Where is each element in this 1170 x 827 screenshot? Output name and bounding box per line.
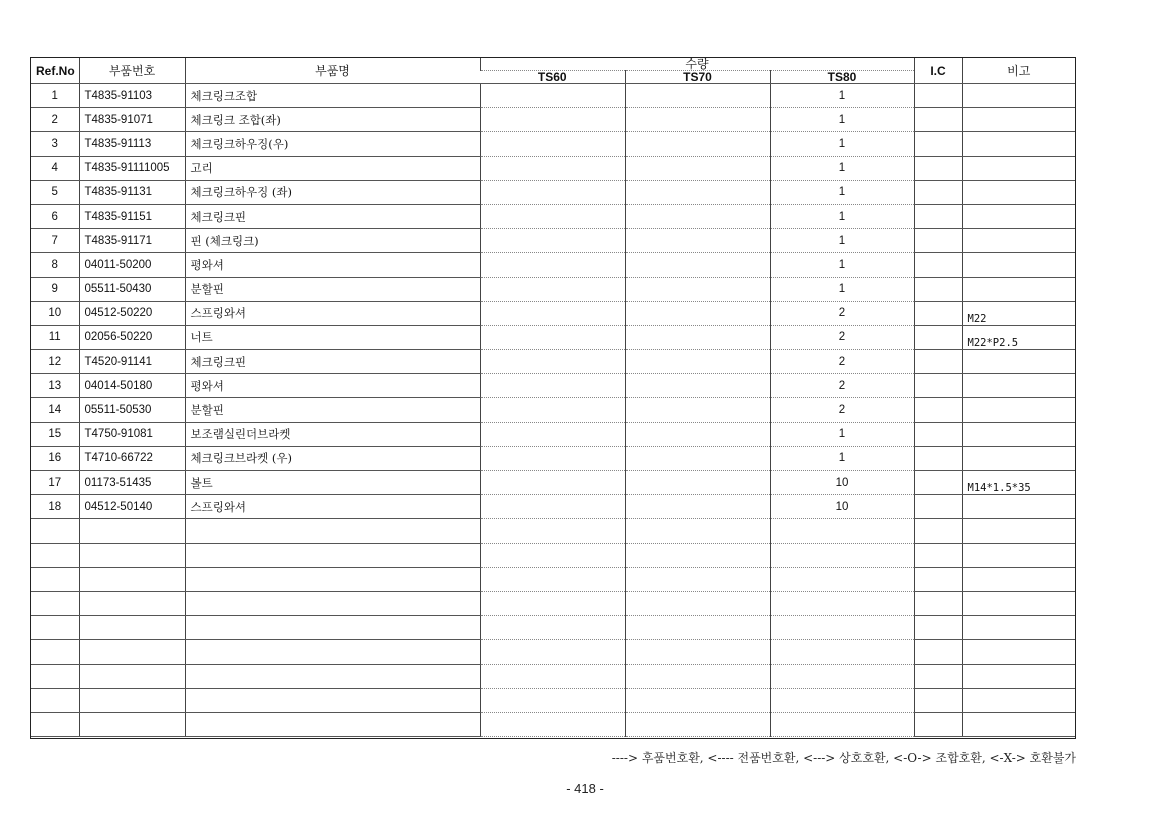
qty-ts80-cell	[770, 712, 914, 736]
qty-ts80-cell: 1	[770, 422, 914, 446]
part-name-cell: 체크링크핀	[185, 204, 480, 228]
qty-ts60-cell	[480, 204, 625, 228]
table-body	[31, 84, 1075, 737]
qty-ts80-cell: 10	[770, 495, 914, 519]
qty-ts80-cell: 1	[770, 180, 914, 204]
qty-ts70-cell	[625, 108, 770, 132]
note-cell	[962, 446, 1075, 470]
part-number-cell	[79, 543, 185, 567]
note-cell	[962, 567, 1075, 591]
qty-ts80-cell: 1	[770, 108, 914, 132]
part-number-cell: T4710-66722	[79, 446, 185, 470]
table-row	[31, 132, 1075, 156]
note-cell: M22*P2.5	[962, 325, 1075, 349]
table-row	[31, 229, 1075, 253]
part-number-cell: T4750-91081	[79, 422, 185, 446]
table-row	[31, 301, 1075, 325]
ic-cell	[914, 325, 962, 349]
qty-ts60-cell	[480, 301, 625, 325]
note-cell	[962, 422, 1075, 446]
qty-ts80-cell: 1	[770, 84, 914, 108]
qty-ts70-cell	[625, 84, 770, 108]
part-name-cell	[185, 616, 480, 640]
qty-ts60-cell	[480, 277, 625, 301]
note-cell	[962, 543, 1075, 567]
ref-cell	[31, 712, 79, 736]
ref-cell	[31, 567, 79, 591]
qty-ts70-cell	[625, 253, 770, 277]
table-row	[31, 471, 1075, 495]
qty-ts70-cell	[625, 446, 770, 470]
qty-ts80-cell: 1	[770, 277, 914, 301]
part-name-cell: 핀 (체크링크)	[185, 229, 480, 253]
qty-ts80-cell: 1	[770, 229, 914, 253]
part-name-cell	[185, 591, 480, 615]
qty-ts70-cell	[625, 616, 770, 640]
table-row	[31, 374, 1075, 398]
note-cell	[962, 108, 1075, 132]
header-ref-no: Ref.No	[31, 58, 79, 84]
ic-cell	[914, 446, 962, 470]
header-part-number: 부품번호	[79, 58, 185, 84]
header-ic: I.C	[914, 58, 962, 84]
table-row	[31, 664, 1075, 688]
table-row	[31, 108, 1075, 132]
part-number-cell	[79, 616, 185, 640]
header-part-name: 부품명	[185, 58, 480, 84]
qty-ts70-cell	[625, 229, 770, 253]
ref-cell: 7	[31, 229, 79, 253]
ref-cell	[31, 591, 79, 615]
qty-ts60-cell	[480, 688, 625, 712]
part-number-cell	[79, 567, 185, 591]
ic-cell	[914, 519, 962, 543]
ic-cell	[914, 398, 962, 422]
ref-cell: 3	[31, 132, 79, 156]
part-name-cell: 체크링크핀	[185, 350, 480, 374]
part-name-cell: 분할핀	[185, 277, 480, 301]
qty-ts60-cell	[480, 374, 625, 398]
ref-cell	[31, 688, 79, 712]
part-number-cell	[79, 640, 185, 664]
part-number-cell: 04512-50220	[79, 301, 185, 325]
ic-cell	[914, 567, 962, 591]
qty-ts80-cell: 2	[770, 301, 914, 325]
part-name-cell: 체크링크하우징 (좌)	[185, 180, 480, 204]
qty-ts60-cell	[480, 446, 625, 470]
ref-cell: 13	[31, 374, 79, 398]
qty-ts70-cell	[625, 664, 770, 688]
part-number-cell	[79, 519, 185, 543]
part-number-cell	[79, 591, 185, 615]
ic-cell	[914, 616, 962, 640]
part-number-cell: T4835-91111005	[79, 156, 185, 180]
ref-cell	[31, 640, 79, 664]
table-row	[31, 712, 1075, 736]
ic-cell	[914, 204, 962, 228]
table-row	[31, 156, 1075, 180]
qty-ts70-cell	[625, 132, 770, 156]
qty-ts60-cell	[480, 616, 625, 640]
part-name-cell: 체크링크 조합(좌)	[185, 108, 480, 132]
table-row	[31, 398, 1075, 422]
part-name-cell: 체크링크하우징(우)	[185, 132, 480, 156]
qty-ts70-cell	[625, 301, 770, 325]
qty-ts80-cell: 1	[770, 253, 914, 277]
ic-cell	[914, 84, 962, 108]
ic-cell	[914, 471, 962, 495]
qty-ts80-cell	[770, 616, 914, 640]
table-row	[31, 350, 1075, 374]
part-number-cell: T4520-91141	[79, 350, 185, 374]
ref-cell: 9	[31, 277, 79, 301]
note-cell	[962, 229, 1075, 253]
qty-ts60-cell	[480, 640, 625, 664]
header-model-ts80: TS80	[770, 71, 914, 84]
qty-ts70-cell	[625, 495, 770, 519]
page-number: - 418 -	[566, 781, 604, 796]
qty-ts70-cell	[625, 712, 770, 736]
qty-ts80-cell: 2	[770, 398, 914, 422]
part-name-cell	[185, 519, 480, 543]
part-name-cell	[185, 543, 480, 567]
qty-ts70-cell	[625, 156, 770, 180]
qty-ts80-cell: 1	[770, 156, 914, 180]
table-row	[31, 422, 1075, 446]
ref-cell: 17	[31, 471, 79, 495]
qty-ts70-cell	[625, 277, 770, 301]
part-name-cell: 평와셔	[185, 374, 480, 398]
part-number-cell: 05511-50430	[79, 277, 185, 301]
note-cell	[962, 253, 1075, 277]
table-row	[31, 325, 1075, 349]
qty-ts80-cell	[770, 664, 914, 688]
qty-ts60-cell	[480, 712, 625, 736]
note-cell	[962, 374, 1075, 398]
table-header	[31, 58, 1075, 84]
table-row	[31, 180, 1075, 204]
qty-ts60-cell	[480, 108, 625, 132]
qty-ts60-cell	[480, 495, 625, 519]
header-quantity: 수량	[480, 58, 914, 71]
ic-cell	[914, 543, 962, 567]
table-row	[31, 446, 1075, 470]
ref-cell: 1	[31, 84, 79, 108]
ic-cell	[914, 277, 962, 301]
ref-cell: 16	[31, 446, 79, 470]
qty-ts60-cell	[480, 132, 625, 156]
ref-cell: 8	[31, 253, 79, 277]
ic-cell	[914, 180, 962, 204]
ref-cell: 6	[31, 204, 79, 228]
part-name-cell: 스프링와셔	[185, 301, 480, 325]
part-name-cell	[185, 688, 480, 712]
note-cell	[962, 277, 1075, 301]
ref-cell: 10	[31, 301, 79, 325]
part-name-cell	[185, 567, 480, 591]
qty-ts70-cell	[625, 374, 770, 398]
note-cell	[962, 84, 1075, 108]
part-name-cell: 보조램실린더브라켓	[185, 422, 480, 446]
parts-table	[31, 58, 1075, 737]
part-number-cell: T4835-91071	[79, 108, 185, 132]
qty-ts70-cell	[625, 567, 770, 591]
ic-cell	[914, 108, 962, 132]
ref-cell: 11	[31, 325, 79, 349]
qty-ts60-cell	[480, 180, 625, 204]
qty-ts70-cell	[625, 688, 770, 712]
note-cell	[962, 616, 1075, 640]
qty-ts70-cell	[625, 350, 770, 374]
ref-cell: 4	[31, 156, 79, 180]
qty-ts60-cell	[480, 253, 625, 277]
table-row	[31, 543, 1075, 567]
qty-ts80-cell	[770, 591, 914, 615]
part-number-cell: 04512-50140	[79, 495, 185, 519]
note-cell	[962, 519, 1075, 543]
part-number-cell	[79, 712, 185, 736]
qty-ts60-cell	[480, 567, 625, 591]
qty-ts80-cell: 2	[770, 374, 914, 398]
header-note: 비고	[962, 58, 1075, 84]
part-number-cell: T4835-91103	[79, 84, 185, 108]
part-number-cell: T4835-91131	[79, 180, 185, 204]
qty-ts60-cell	[480, 398, 625, 422]
ic-cell	[914, 253, 962, 277]
header-model-ts60: TS60	[480, 71, 625, 84]
part-name-cell: 체크링크브라켓 (우)	[185, 446, 480, 470]
qty-ts80-cell	[770, 567, 914, 591]
part-name-cell: 볼트	[185, 471, 480, 495]
part-number-cell: T4835-91151	[79, 204, 185, 228]
part-number-cell	[79, 688, 185, 712]
ic-cell	[914, 591, 962, 615]
note-cell	[962, 156, 1075, 180]
qty-ts70-cell	[625, 422, 770, 446]
qty-ts60-cell	[480, 519, 625, 543]
note-cell	[962, 495, 1075, 519]
part-name-cell: 스프링와셔	[185, 495, 480, 519]
part-number-cell: 04014-50180	[79, 374, 185, 398]
part-number-cell: T4835-91171	[79, 229, 185, 253]
qty-ts80-cell	[770, 519, 914, 543]
qty-ts70-cell	[625, 519, 770, 543]
qty-ts60-cell	[480, 471, 625, 495]
part-name-cell: 너트	[185, 325, 480, 349]
qty-ts70-cell	[625, 471, 770, 495]
qty-ts70-cell	[625, 180, 770, 204]
ref-cell	[31, 664, 79, 688]
qty-ts80-cell: 1	[770, 204, 914, 228]
note-cell	[962, 712, 1075, 736]
table-row	[31, 567, 1075, 591]
table-row	[31, 616, 1075, 640]
qty-ts70-cell	[625, 398, 770, 422]
ref-cell: 14	[31, 398, 79, 422]
qty-ts60-cell	[480, 350, 625, 374]
header-model-ts70: TS70	[625, 71, 770, 84]
qty-ts70-cell	[625, 640, 770, 664]
ic-cell	[914, 640, 962, 664]
ic-cell	[914, 156, 962, 180]
part-number-cell: 01173-51435	[79, 471, 185, 495]
part-number-cell: 05511-50530	[79, 398, 185, 422]
part-name-cell: 고리	[185, 156, 480, 180]
ic-cell	[914, 422, 962, 446]
qty-ts60-cell	[480, 543, 625, 567]
note-cell: M22	[962, 301, 1075, 325]
qty-ts80-cell: 2	[770, 325, 914, 349]
ref-cell: 12	[31, 350, 79, 374]
table-row	[31, 519, 1075, 543]
note-cell	[962, 591, 1075, 615]
table-row	[31, 688, 1075, 712]
ref-cell: 15	[31, 422, 79, 446]
part-name-cell	[185, 664, 480, 688]
qty-ts80-cell: 2	[770, 350, 914, 374]
part-name-cell	[185, 712, 480, 736]
ic-cell	[914, 350, 962, 374]
table-row	[31, 253, 1075, 277]
qty-ts70-cell	[625, 204, 770, 228]
note-cell	[962, 398, 1075, 422]
ref-cell	[31, 616, 79, 640]
ic-cell	[914, 495, 962, 519]
note-cell	[962, 180, 1075, 204]
ic-cell	[914, 229, 962, 253]
qty-ts80-cell	[770, 688, 914, 712]
ref-cell: 2	[31, 108, 79, 132]
table-row	[31, 277, 1075, 301]
ic-cell	[914, 132, 962, 156]
qty-ts80-cell	[770, 543, 914, 567]
note-cell	[962, 204, 1075, 228]
ic-cell	[914, 374, 962, 398]
ref-cell	[31, 543, 79, 567]
qty-ts80-cell: 1	[770, 446, 914, 470]
ref-cell	[31, 519, 79, 543]
note-cell	[962, 664, 1075, 688]
part-number-cell: 04011-50200	[79, 253, 185, 277]
qty-ts60-cell	[480, 422, 625, 446]
note-cell	[962, 688, 1075, 712]
qty-ts60-cell	[480, 156, 625, 180]
part-number-cell: T4835-91113	[79, 132, 185, 156]
ic-cell	[914, 712, 962, 736]
part-name-cell: 체크링크조합	[185, 84, 480, 108]
ref-cell: 18	[31, 495, 79, 519]
part-name-cell: 분할핀	[185, 398, 480, 422]
ic-cell	[914, 688, 962, 712]
qty-ts70-cell	[625, 543, 770, 567]
note-cell	[962, 640, 1075, 664]
ic-cell	[914, 664, 962, 688]
table-row	[31, 591, 1075, 615]
note-cell	[962, 132, 1075, 156]
part-name-cell: 평와셔	[185, 253, 480, 277]
qty-ts80-cell: 1	[770, 132, 914, 156]
qty-ts60-cell	[480, 229, 625, 253]
qty-ts80-cell	[770, 640, 914, 664]
note-cell	[962, 350, 1075, 374]
part-number-cell: 02056-50220	[79, 325, 185, 349]
part-name-cell	[185, 640, 480, 664]
table-row	[31, 640, 1075, 664]
qty-ts60-cell	[480, 84, 625, 108]
qty-ts70-cell	[625, 325, 770, 349]
table-row	[31, 84, 1075, 108]
part-number-cell	[79, 664, 185, 688]
table-row	[31, 495, 1075, 519]
qty-ts70-cell	[625, 591, 770, 615]
note-cell: M14*1.5*35	[962, 471, 1075, 495]
qty-ts60-cell	[480, 664, 625, 688]
ref-cell: 5	[31, 180, 79, 204]
qty-ts60-cell	[480, 325, 625, 349]
qty-ts60-cell	[480, 591, 625, 615]
parts-list-sheet	[30, 57, 1076, 739]
table-row	[31, 204, 1075, 228]
ic-cell	[914, 301, 962, 325]
qty-ts80-cell: 10	[770, 471, 914, 495]
interchangeability-legend: ----> 후품번호환, <---- 전품번호환, <---> 상호호환, <-O-> 조합호환, <-X-> 호환불가	[611, 751, 1076, 765]
